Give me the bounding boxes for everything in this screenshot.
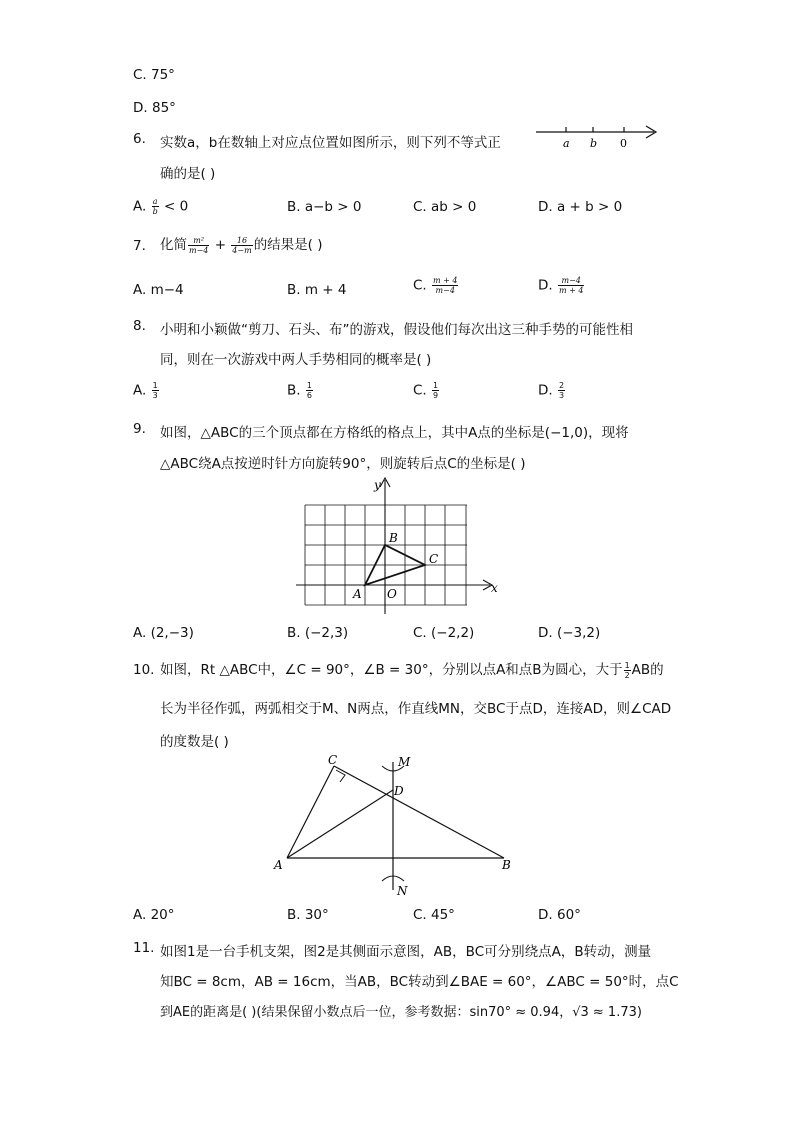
q7-c-den: m−4 (435, 286, 455, 295)
q6-option-b: B. a−b > 0 (287, 199, 362, 215)
origin-label: O (387, 587, 397, 601)
q10-half-num: 1 (624, 660, 630, 670)
q6-option-a-fraction (152, 197, 159, 216)
q10-text-line2: 长为半径作弧，两弧相交于M、N两点，作直线MN，交BC于点D，连接AD，则∠CAD (160, 701, 672, 717)
q6-frac-den: b (152, 207, 158, 216)
q6-option-a-prefix: A. (133, 198, 147, 215)
q10-triangle-figure (270, 750, 520, 900)
q7-frac2 (231, 236, 252, 255)
q7-plus: + (214, 237, 226, 253)
q8-a-den: 3 (152, 391, 158, 400)
q7-d-num: m−4 (558, 276, 584, 286)
point-a-label: A (274, 858, 283, 872)
label-0: 0 (620, 137, 627, 150)
q7-frac1 (188, 236, 209, 255)
q7-suffix: 的结果是( ) (253, 237, 323, 253)
q10-option-b: B. 30° (287, 907, 329, 923)
q8-option-d (538, 381, 566, 400)
q8-option-a-prefix: A. (133, 382, 147, 399)
q6-number-line-figure (530, 120, 662, 154)
q8-a-num: 1 (152, 381, 158, 390)
q8-option-b-prefix: B. (287, 382, 301, 399)
q6-text-line2: 确的是( ) (160, 166, 216, 182)
side-ac (287, 766, 334, 858)
q10-option-c: C. 45° (413, 907, 455, 923)
option-d-prev: D. 85° (133, 100, 176, 116)
q8-text-line2: 同，则在一次游戏中两人手势相同的概率是( ) (160, 352, 432, 368)
q11-text-line3: 到AE的距离是( )(结果保留小数点后一位，参考数据：sin70° ≈ 0.94，√3 ≈ 1.73) (160, 1005, 642, 1020)
q8-option-c (413, 381, 440, 400)
point-a-label: A (353, 587, 362, 601)
q6-option-a (133, 197, 188, 216)
point-m-label: M (398, 755, 411, 769)
q9-text-line1: 如图，△ABC的三个顶点都在方格纸的格点上，其中A点的坐标是(−1,0)，现将 (160, 425, 629, 441)
q6-option-d: D. a + b > 0 (538, 199, 623, 215)
point-d-label: D (394, 784, 404, 798)
q8-option-b (287, 381, 314, 400)
q8-option-d-fraction (558, 381, 565, 400)
q10-line1-a: 如图，Rt △ABC中，∠C = 90°，∠B = 30°，分别以点A和点B为圆心，大于 (160, 662, 623, 678)
q7-frac2-num: 16 (231, 236, 252, 246)
q8-text-line1: 小明和小颖做“剪刀、石头、布”的游戏，假设他们每次出这三种手势的可能性相 (160, 322, 633, 338)
q8-d-den: 3 (558, 391, 565, 400)
q11-text-line1: 如图1是一台手机支架，图2是其侧面示意图，AB，BC可分别绕点A，B转动，测量 (160, 944, 652, 960)
q9-text-line2: △ABC绕A点按逆时针方向旋转90°，则旋转后点C的坐标是( ) (160, 456, 526, 472)
label-a: a (563, 137, 570, 150)
q9-option-b: B. (−2,3) (287, 625, 349, 641)
q7-option-d-fraction (558, 276, 584, 295)
q9-option-d: D. (−3,2) (538, 625, 601, 641)
q8-number: 8. (133, 318, 146, 334)
point-n-label: N (397, 884, 408, 898)
q8-b-num: 1 (306, 381, 312, 390)
q8-option-c-fraction (432, 381, 439, 400)
point-b-label: B (502, 858, 511, 872)
q10-option-a: A. 20° (133, 907, 175, 923)
q7-frac1-den: m−4 (189, 245, 209, 255)
q6-number: 6. (133, 131, 146, 147)
q8-option-a-fraction (152, 381, 159, 400)
q7-option-d-prefix: D. (538, 277, 553, 294)
q6-option-a-rest: < 0 (164, 198, 189, 215)
q8-c-num: 1 (433, 381, 439, 390)
q8-option-a (133, 381, 160, 400)
x-label: x (491, 581, 498, 595)
q7-frac1-num: m² (188, 236, 209, 246)
q11-number: 11. (133, 940, 155, 956)
option-c-prev: C. 75° (133, 67, 175, 83)
q7-option-c-prefix: C. (413, 277, 427, 294)
q6-text-line1: 实数a，b在数轴上对应点位置如图所示，则下列不等式正 (160, 135, 501, 151)
q9-option-a: A. (2,−3) (133, 625, 194, 641)
q7-option-a: A. m−4 (133, 282, 184, 298)
q10-text-line1 (160, 658, 664, 680)
q8-option-d-prefix: D. (538, 382, 553, 399)
q7-option-c (413, 276, 459, 295)
point-c-label: C (429, 552, 439, 566)
q10-line1-b: AB的 (631, 662, 664, 678)
q7-text (160, 233, 323, 255)
q8-option-c-prefix: C. (413, 382, 427, 399)
q8-b-den: 6 (306, 391, 312, 400)
q9-option-c: C. (−2,2) (413, 625, 475, 641)
segment-ad (287, 790, 393, 858)
q7-frac2-den: 4−m (232, 245, 252, 255)
q7-d-den: m + 4 (558, 286, 584, 295)
q10-option-d: D. 60° (538, 907, 581, 923)
q7-c-num: m + 4 (433, 276, 458, 285)
q7-option-c-fraction (432, 276, 458, 295)
q8-d-num: 2 (558, 381, 565, 390)
q9-grid-figure (290, 474, 505, 624)
q6-frac-num: a (152, 197, 158, 206)
q7-option-d (538, 276, 585, 295)
q10-half-den: 2 (624, 670, 630, 680)
label-b: b (590, 137, 598, 150)
q10-half-fraction (624, 661, 631, 680)
grid-lines (305, 505, 467, 605)
q8-c-den: 9 (433, 391, 439, 400)
q9-number: 9. (133, 421, 146, 437)
q7-number: 7. (133, 238, 146, 254)
q6-option-c: C. ab > 0 (413, 199, 477, 215)
q10-number: 10. (133, 662, 155, 678)
point-c-label: C (328, 753, 338, 767)
q8-option-b-fraction (306, 381, 313, 400)
q10-text-line3: 的度数是( ) (160, 734, 229, 750)
q7-prefix: 化简 (160, 237, 187, 253)
q11-text-line2: 知BC = 8cm，AB = 16cm，当AB，BC转动到∠BAE = 60°，∠ABC = 50°时，点C (160, 974, 679, 990)
y-label: y (374, 478, 381, 492)
point-b-label: B (389, 531, 398, 545)
q7-option-b: B. m + 4 (287, 282, 347, 298)
